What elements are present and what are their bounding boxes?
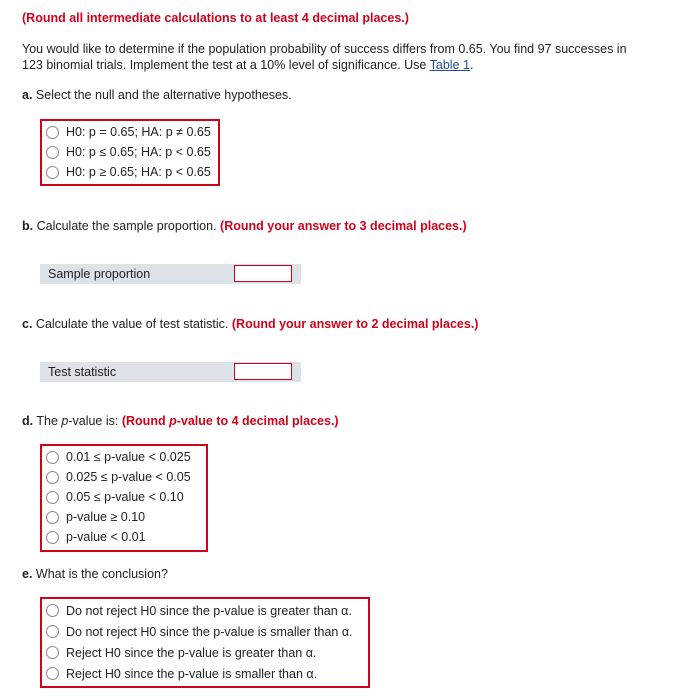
- part-a-label: a.: [22, 88, 33, 102]
- part-d-hint-pre: (Round: [121, 414, 166, 428]
- test-statistic-input[interactable]: [234, 363, 292, 380]
- conclusion-option[interactable]: [42, 621, 368, 642]
- part-d-hint-italic: p: [169, 414, 177, 428]
- sample-proportion-input[interactable]: [234, 265, 292, 282]
- p-value-option[interactable]: [42, 487, 206, 507]
- conclusion-option[interactable]: [42, 663, 368, 684]
- problem-statement: [22, 41, 647, 73]
- table-1-link[interactable]: Table 1: [429, 58, 470, 72]
- problem-text: You would like to determine if the population probability of success differs from 0.65. You find 97 successes in 123 binomial trials. Implement the test at a 10% level of significance. Use: [22, 42, 627, 72]
- part-c-label: c.: [22, 317, 33, 331]
- part-c-hint: (Round your answer to 2 decimal places.): [231, 317, 479, 331]
- hypothesis-option-label: H0: p ≤ 0.65; HA: p < 0.65: [66, 145, 211, 159]
- conclusion-option-label: Reject H0 since the p-value is smaller than α.: [66, 666, 318, 681]
- radio-button[interactable]: [46, 471, 59, 484]
- part-e-text: What is the conclusion?: [35, 567, 168, 581]
- conclusion-option-label: Do not reject H0 since the p-value is smaller than α.: [66, 624, 353, 639]
- radio-button[interactable]: [46, 531, 59, 544]
- p-value-option-label: 0.01 ≤ p-value < 0.025: [66, 450, 191, 464]
- conclusion-option[interactable]: [42, 642, 368, 663]
- conclusion-option-label: Reject H0 since the p-value is greater than α.: [66, 645, 317, 660]
- test-statistic-row: [40, 362, 301, 382]
- p-value-option[interactable]: [42, 507, 206, 527]
- conclusion-option[interactable]: [42, 600, 368, 621]
- part-a-text: Select the null and the alternative hypotheses.: [35, 88, 292, 102]
- part-c-question: [22, 317, 478, 331]
- radio-button[interactable]: [46, 625, 59, 638]
- radio-button[interactable]: [46, 146, 59, 159]
- sample-proportion-row: [40, 264, 301, 284]
- radio-button[interactable]: [46, 451, 59, 464]
- part-d-hint: [122, 414, 339, 428]
- p-value-option[interactable]: [42, 447, 206, 467]
- p-value-option-label: p-value ≥ 0.10: [66, 510, 146, 524]
- conclusion-options: [40, 597, 370, 688]
- part-b-hint: (Round your answer to 3 decimal places.): [220, 219, 467, 233]
- hypothesis-option-label: H0: p = 0.65; HA: p ≠ 0.65: [66, 125, 211, 139]
- hypotheses-options: [40, 119, 220, 186]
- radio-button[interactable]: [46, 166, 59, 179]
- part-b-question: [22, 219, 467, 233]
- p-value-option-label: 0.025 ≤ p-value < 0.05: [66, 470, 191, 484]
- hypothesis-option[interactable]: [42, 142, 218, 162]
- rounding-instruction: (Round all intermediate calculations to at least 4 decimal places.): [22, 11, 409, 25]
- part-d-text-italic: p: [61, 414, 69, 428]
- test-statistic-label: Test statistic: [48, 365, 117, 379]
- radio-button[interactable]: [46, 126, 59, 139]
- part-e-question: [22, 567, 168, 581]
- radio-button[interactable]: [46, 511, 59, 524]
- hypothesis-option-label: H0: p ≥ 0.65; HA: p < 0.65: [66, 165, 211, 179]
- radio-button[interactable]: [46, 646, 59, 659]
- radio-button[interactable]: [46, 604, 59, 617]
- hypothesis-option[interactable]: [42, 122, 218, 142]
- part-b-label: b.: [22, 219, 34, 233]
- part-d-question: [22, 414, 339, 428]
- part-b-text: Calculate the sample proportion.: [36, 219, 217, 233]
- part-d-text-post: -value is:: [68, 414, 119, 428]
- part-d-hint-post: -value to 4 decimal places.): [176, 414, 339, 428]
- radio-button[interactable]: [46, 491, 59, 504]
- part-d-label: d.: [22, 414, 34, 428]
- conclusion-option-label: Do not reject H0 since the p-value is greater than α.: [66, 603, 352, 618]
- problem-end: .: [469, 58, 474, 72]
- p-value-option[interactable]: [42, 467, 206, 487]
- part-e-label: e.: [22, 567, 33, 581]
- hypothesis-option[interactable]: [42, 162, 218, 182]
- p-value-options: [40, 444, 208, 552]
- sample-proportion-label: Sample proportion: [48, 267, 151, 281]
- p-value-option-label: p-value < 0.01: [66, 530, 146, 544]
- radio-button[interactable]: [46, 667, 59, 680]
- part-d-text-pre: The: [36, 414, 58, 428]
- p-value-option[interactable]: [42, 527, 206, 547]
- part-c-text: Calculate the value of test statistic.: [35, 317, 229, 331]
- part-a-question: [22, 88, 292, 102]
- p-value-option-label: 0.05 ≤ p-value < 0.10: [66, 490, 184, 504]
